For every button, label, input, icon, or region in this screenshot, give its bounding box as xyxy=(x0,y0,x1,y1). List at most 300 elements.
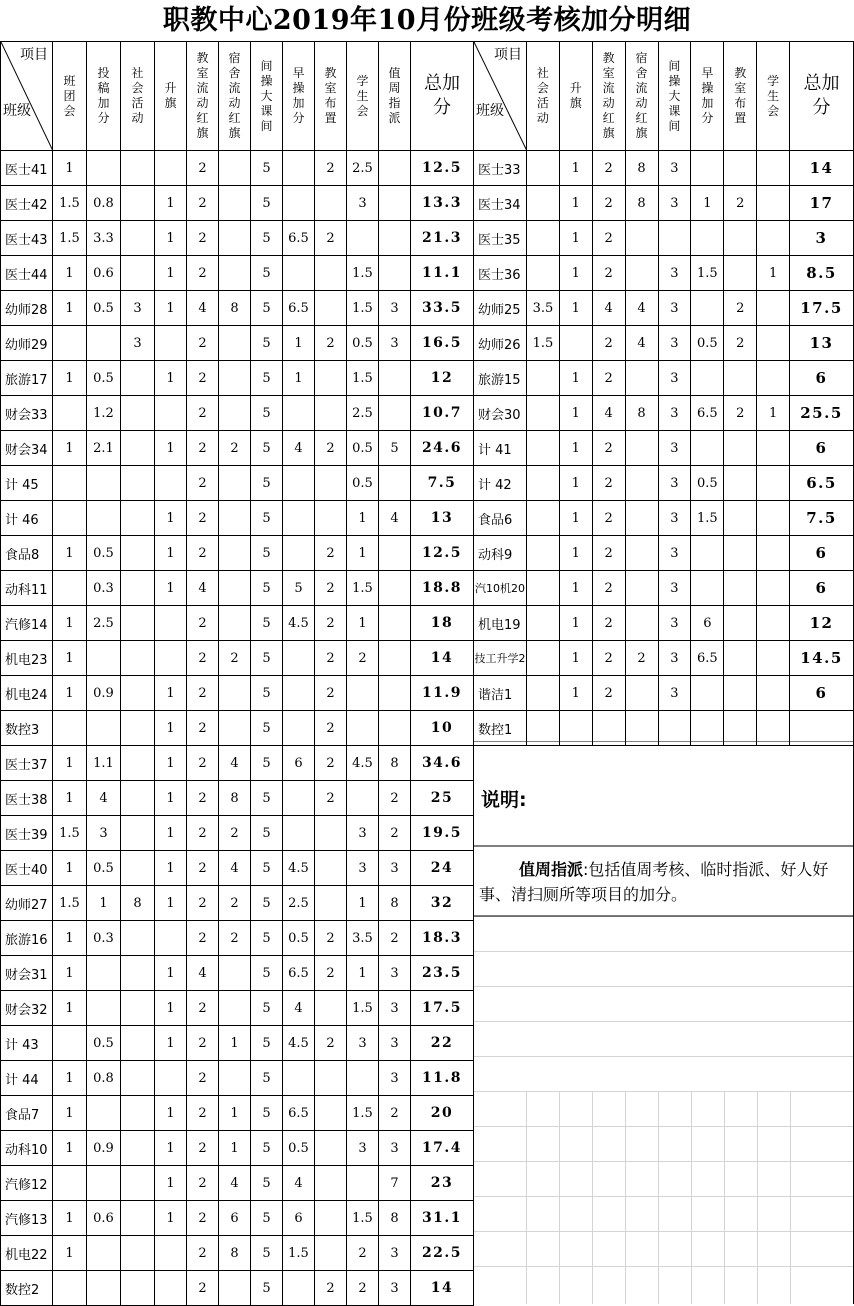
class-name-cell: 幼师29 xyxy=(1,326,53,361)
right-column-header xyxy=(526,42,559,151)
total-score-cell: 7.5 xyxy=(411,466,474,501)
table-row xyxy=(1,466,474,501)
score-cell: 2 xyxy=(187,1096,219,1131)
score-cell: 4 xyxy=(625,291,658,326)
total-score-cell: 13.3 xyxy=(411,186,474,221)
score-cell xyxy=(53,326,87,361)
total-score-cell: 25.5 xyxy=(790,396,854,431)
score-cell: 5 xyxy=(251,956,283,991)
score-cell: 4 xyxy=(625,326,658,361)
column-header-text: 间操大课间 xyxy=(260,58,273,133)
score-cell: 3.3 xyxy=(87,221,121,256)
score-cell: 1.5 xyxy=(347,256,379,291)
total-score-cell: 14 xyxy=(790,151,854,186)
total-score-cell: 6 xyxy=(790,431,854,466)
score-cell: 4.5 xyxy=(283,851,315,886)
table-row xyxy=(1,571,474,606)
score-cell: 2 xyxy=(315,921,347,956)
score-cell xyxy=(121,431,155,466)
score-cell xyxy=(526,676,559,711)
score-cell: 2 xyxy=(315,641,347,676)
score-cell: 2 xyxy=(187,606,219,641)
score-cell xyxy=(121,1201,155,1236)
class-name-cell: 医士35 xyxy=(474,221,527,256)
total-score-cell: 6 xyxy=(790,361,854,396)
score-cell: 2 xyxy=(315,221,347,256)
score-cell: 1 xyxy=(53,676,87,711)
score-cell: 2 xyxy=(315,1271,347,1306)
score-cell xyxy=(121,396,155,431)
total-score-cell: 6 xyxy=(790,571,854,606)
score-cell: 3.5 xyxy=(347,921,379,956)
table-row xyxy=(1,816,474,851)
score-cell: 1 xyxy=(155,1201,187,1236)
table-row xyxy=(1,396,474,431)
total-header-text: 总加分 xyxy=(803,73,840,118)
score-cell: 5 xyxy=(251,571,283,606)
score-cell: 0.6 xyxy=(87,1201,121,1236)
score-cell: 3 xyxy=(347,1026,379,1061)
left-corner-header xyxy=(1,42,53,151)
score-cell: 1.5 xyxy=(347,361,379,396)
score-cell xyxy=(757,571,790,606)
right-score-table xyxy=(473,41,854,746)
score-cell xyxy=(219,396,251,431)
score-cell: 2 xyxy=(592,256,625,291)
left-column-header xyxy=(121,42,155,151)
score-cell xyxy=(53,1026,87,1061)
score-cell: 2.5 xyxy=(347,396,379,431)
score-cell: 6.5 xyxy=(691,396,724,431)
score-cell: 5 xyxy=(251,326,283,361)
score-cell xyxy=(691,676,724,711)
table-row xyxy=(474,571,854,606)
score-cell: 5 xyxy=(251,886,283,921)
score-cell: 3 xyxy=(379,1131,411,1166)
total-header-text: 总加分 xyxy=(424,73,460,118)
score-cell: 4 xyxy=(283,991,315,1026)
score-cell: 2 xyxy=(187,1201,219,1236)
score-cell: 1 xyxy=(219,1131,251,1166)
score-cell xyxy=(658,221,691,256)
score-cell: 5 xyxy=(251,746,283,781)
score-cell: 1.5 xyxy=(53,221,87,256)
score-cell xyxy=(53,571,87,606)
total-score-cell: 19.5 xyxy=(411,816,474,851)
right-column-header xyxy=(757,42,790,151)
total-score-cell: 23.5 xyxy=(411,956,474,991)
left-column-header xyxy=(379,42,411,151)
score-cell: 2 xyxy=(187,641,219,676)
total-score-cell: 25 xyxy=(411,781,474,816)
score-cell: 2 xyxy=(592,151,625,186)
score-cell: 8 xyxy=(219,291,251,326)
score-cell xyxy=(757,676,790,711)
score-cell: 1 xyxy=(53,1061,87,1096)
score-cell: 2 xyxy=(592,361,625,396)
score-cell: 1 xyxy=(155,886,187,921)
table-row xyxy=(474,536,854,571)
table-row xyxy=(474,676,854,711)
score-cell: 1.5 xyxy=(691,256,724,291)
score-cell: 3 xyxy=(379,1236,411,1271)
score-cell: 8 xyxy=(121,886,155,921)
score-cell xyxy=(559,326,592,361)
score-cell xyxy=(691,536,724,571)
class-name-cell: 医士38 xyxy=(1,781,53,816)
score-cell: 2 xyxy=(187,536,219,571)
score-cell: 2 xyxy=(347,1236,379,1271)
score-cell xyxy=(121,641,155,676)
score-cell: 4 xyxy=(219,746,251,781)
score-cell: 1 xyxy=(155,816,187,851)
column-header-text: 学生会 xyxy=(767,73,780,118)
score-cell: 1 xyxy=(559,676,592,711)
score-cell: 1.2 xyxy=(87,396,121,431)
class-name-cell: 动科9 xyxy=(474,536,527,571)
score-cell: 2 xyxy=(187,501,219,536)
total-score-cell: 22.5 xyxy=(411,1236,474,1271)
score-cell xyxy=(526,466,559,501)
score-cell: 2 xyxy=(219,816,251,851)
right-column-header xyxy=(691,42,724,151)
table-row xyxy=(474,361,854,396)
table-row xyxy=(1,501,474,536)
score-cell: 1 xyxy=(559,536,592,571)
score-cell xyxy=(379,711,411,746)
score-cell: 6 xyxy=(691,606,724,641)
score-cell: 6.5 xyxy=(283,956,315,991)
class-name-cell: 幼师27 xyxy=(1,886,53,921)
score-cell: 2 xyxy=(187,1271,219,1306)
score-cell: 5 xyxy=(251,676,283,711)
score-cell: 2 xyxy=(315,606,347,641)
score-cell xyxy=(155,641,187,676)
score-cell xyxy=(283,396,315,431)
score-cell: 1.5 xyxy=(283,1236,315,1271)
score-cell xyxy=(155,1271,187,1306)
page-title: 职教中心2019年10月份班级考核加分明细 xyxy=(162,5,692,36)
total-score-cell: 20 xyxy=(411,1096,474,1131)
score-cell: 3 xyxy=(658,361,691,396)
score-cell: 1 xyxy=(347,886,379,921)
score-cell: 3 xyxy=(658,396,691,431)
score-cell: 1 xyxy=(53,291,87,326)
score-cell xyxy=(757,431,790,466)
score-cell xyxy=(87,1166,121,1201)
score-cell: 1 xyxy=(53,431,87,466)
score-cell xyxy=(219,1271,251,1306)
table-row xyxy=(1,781,474,816)
table-row xyxy=(1,676,474,711)
score-cell: 1 xyxy=(155,991,187,1026)
score-cell: 1 xyxy=(219,1026,251,1061)
class-name-cell: 数控1 xyxy=(474,711,527,746)
score-cell xyxy=(724,676,757,711)
score-cell: 1 xyxy=(155,1166,187,1201)
score-cell: 1 xyxy=(53,781,87,816)
score-cell xyxy=(526,256,559,291)
score-cell xyxy=(121,1096,155,1131)
score-cell xyxy=(121,466,155,501)
score-cell: 1 xyxy=(559,291,592,326)
left-total-header xyxy=(411,42,474,151)
class-name-cell: 财会31 xyxy=(1,956,53,991)
score-cell: 2 xyxy=(724,186,757,221)
class-name-cell: 计 43 xyxy=(1,1026,53,1061)
score-cell: 1 xyxy=(53,1096,87,1131)
score-cell xyxy=(315,1096,347,1131)
score-cell xyxy=(757,641,790,676)
score-cell: 3 xyxy=(658,466,691,501)
score-cell xyxy=(526,151,559,186)
score-cell xyxy=(87,1271,121,1306)
score-cell xyxy=(121,361,155,396)
class-name-cell: 动科10 xyxy=(1,1131,53,1166)
score-cell: 2 xyxy=(187,886,219,921)
table-row xyxy=(1,1166,474,1201)
score-cell: 5 xyxy=(251,816,283,851)
score-cell: 2.1 xyxy=(87,431,121,466)
score-cell xyxy=(53,396,87,431)
score-cell: 1.5 xyxy=(347,1201,379,1236)
class-name-cell: 幼师28 xyxy=(1,291,53,326)
total-score-cell: 18.3 xyxy=(411,921,474,956)
score-cell: 1 xyxy=(53,991,87,1026)
table-row xyxy=(1,991,474,1026)
score-cell: 1.5 xyxy=(53,886,87,921)
score-cell xyxy=(347,711,379,746)
score-cell: 3 xyxy=(658,291,691,326)
score-cell xyxy=(526,501,559,536)
score-cell xyxy=(526,431,559,466)
score-cell xyxy=(121,816,155,851)
score-cell xyxy=(347,1166,379,1201)
score-cell: 1 xyxy=(691,186,724,221)
score-cell xyxy=(315,501,347,536)
score-cell: 2 xyxy=(219,886,251,921)
score-cell: 2 xyxy=(187,151,219,186)
table-row xyxy=(1,1131,474,1166)
score-cell: 1 xyxy=(155,256,187,291)
score-cell: 1 xyxy=(53,256,87,291)
score-cell xyxy=(283,676,315,711)
score-cell: 1 xyxy=(87,886,121,921)
table-row xyxy=(474,606,854,641)
total-score-cell: 14.5 xyxy=(790,641,854,676)
score-cell xyxy=(724,641,757,676)
right-column-header xyxy=(559,42,592,151)
class-name-cell: 机电24 xyxy=(1,676,53,711)
score-cell: 8 xyxy=(625,151,658,186)
column-header-text: 升旗 xyxy=(569,81,582,110)
score-cell: 1 xyxy=(559,466,592,501)
score-cell: 4 xyxy=(283,431,315,466)
score-cell: 7 xyxy=(379,1166,411,1201)
score-cell: 6.5 xyxy=(691,641,724,676)
total-score-cell: 6 xyxy=(790,676,854,711)
score-cell xyxy=(691,571,724,606)
score-cell: 5 xyxy=(251,1236,283,1271)
score-cell: 0.9 xyxy=(87,676,121,711)
score-cell: 3 xyxy=(87,816,121,851)
score-cell: 1 xyxy=(155,746,187,781)
score-cell xyxy=(724,501,757,536)
score-cell: 6.5 xyxy=(283,221,315,256)
total-score-cell: 10.7 xyxy=(411,396,474,431)
total-score-cell: 24.6 xyxy=(411,431,474,466)
total-score-cell: 33.5 xyxy=(411,291,474,326)
score-cell xyxy=(87,991,121,1026)
score-cell: 2 xyxy=(187,256,219,291)
score-cell: 2 xyxy=(347,1271,379,1306)
score-cell: 1 xyxy=(283,361,315,396)
score-cell: 3 xyxy=(379,326,411,361)
score-cell: 2 xyxy=(592,466,625,501)
class-name-cell: 幼师26 xyxy=(474,326,527,361)
class-name-cell: 机电22 xyxy=(1,1236,53,1271)
score-cell: 1 xyxy=(559,151,592,186)
total-score-cell: 12.5 xyxy=(411,536,474,571)
score-cell: 2 xyxy=(315,956,347,991)
class-name-cell: 计 44 xyxy=(1,1061,53,1096)
total-score-cell: 11.8 xyxy=(411,1061,474,1096)
left-column-header xyxy=(315,42,347,151)
class-name-cell: 医士34 xyxy=(474,186,527,221)
column-header-text: 教室流动红旗 xyxy=(602,51,615,140)
score-cell xyxy=(121,676,155,711)
score-cell xyxy=(87,711,121,746)
score-cell: 2 xyxy=(187,431,219,466)
score-cell: 2 xyxy=(187,1236,219,1271)
score-cell xyxy=(724,466,757,501)
left-header-row xyxy=(1,42,474,151)
score-cell xyxy=(379,571,411,606)
score-cell xyxy=(121,711,155,746)
left-column-header xyxy=(53,42,87,151)
class-name-cell: 财会33 xyxy=(1,396,53,431)
left-column-header xyxy=(347,42,379,151)
score-cell xyxy=(121,921,155,956)
score-cell xyxy=(155,1061,187,1096)
score-cell: 2 xyxy=(187,676,219,711)
score-cell xyxy=(283,536,315,571)
score-cell: 0.3 xyxy=(87,571,121,606)
table-row xyxy=(1,746,474,781)
notes-description: :包括值周考核、临时指派、好人好事、清扫厕所等项目的加分。 xyxy=(479,860,829,904)
class-name-cell: 数控2 xyxy=(1,1271,53,1306)
score-cell: 4 xyxy=(87,781,121,816)
score-cell xyxy=(757,501,790,536)
score-cell xyxy=(155,326,187,361)
score-cell xyxy=(219,956,251,991)
score-cell xyxy=(219,711,251,746)
score-cell: 2 xyxy=(592,431,625,466)
column-header-text: 教室布置 xyxy=(324,66,337,125)
left-score-table xyxy=(0,41,474,1306)
score-cell: 8 xyxy=(219,781,251,816)
left-column-header xyxy=(283,42,315,151)
score-cell xyxy=(757,186,790,221)
score-cell: 8 xyxy=(379,746,411,781)
score-cell: 1.1 xyxy=(87,746,121,781)
score-cell xyxy=(121,256,155,291)
score-cell: 2 xyxy=(219,431,251,466)
right-column-header xyxy=(625,42,658,151)
score-cell xyxy=(121,501,155,536)
score-cell: 0.5 xyxy=(283,921,315,956)
score-cell: 1 xyxy=(155,1096,187,1131)
score-cell: 5 xyxy=(251,711,283,746)
class-name-cell: 食品6 xyxy=(474,501,527,536)
score-cell: 2 xyxy=(315,151,347,186)
class-name-cell: 谐洁1 xyxy=(474,676,527,711)
left-column-header xyxy=(219,42,251,151)
column-header-text: 升旗 xyxy=(164,81,177,110)
score-cell xyxy=(283,501,315,536)
score-cell: 3 xyxy=(379,851,411,886)
class-name-cell: 医士33 xyxy=(474,151,527,186)
score-cell: 1 xyxy=(347,501,379,536)
score-cell xyxy=(219,501,251,536)
score-cell: 1 xyxy=(559,256,592,291)
table-row xyxy=(1,256,474,291)
score-cell: 0.3 xyxy=(87,921,121,956)
table-row xyxy=(474,466,854,501)
score-cell: 4 xyxy=(379,501,411,536)
score-cell: 2 xyxy=(379,816,411,851)
class-name-cell: 计 45 xyxy=(1,466,53,501)
score-cell: 3 xyxy=(347,186,379,221)
score-cell: 2 xyxy=(315,781,347,816)
table-row xyxy=(1,1271,474,1306)
score-cell xyxy=(155,1236,187,1271)
score-cell xyxy=(347,1061,379,1096)
score-cell: 2 xyxy=(187,396,219,431)
score-cell: 0.5 xyxy=(347,466,379,501)
class-name-cell: 医士43 xyxy=(1,221,53,256)
score-cell xyxy=(53,1166,87,1201)
score-cell: 1 xyxy=(559,186,592,221)
score-cell xyxy=(379,186,411,221)
score-cell xyxy=(315,991,347,1026)
score-cell: 6 xyxy=(219,1201,251,1236)
score-cell xyxy=(87,466,121,501)
score-cell: 2 xyxy=(315,326,347,361)
score-cell: 5 xyxy=(251,466,283,501)
score-cell: 1.5 xyxy=(53,186,87,221)
score-cell: 1 xyxy=(53,1201,87,1236)
total-score-cell: 8.5 xyxy=(790,256,854,291)
score-cell: 1 xyxy=(155,571,187,606)
score-cell xyxy=(315,851,347,886)
table-row xyxy=(474,221,854,256)
score-cell: 0.5 xyxy=(87,361,121,396)
score-cell: 5 xyxy=(251,186,283,221)
score-cell: 1.5 xyxy=(347,991,379,1026)
score-cell xyxy=(625,606,658,641)
score-cell xyxy=(121,1061,155,1096)
score-cell: 1.5 xyxy=(691,501,724,536)
score-cell xyxy=(283,151,315,186)
class-name-cell: 医士40 xyxy=(1,851,53,886)
score-cell: 1 xyxy=(757,256,790,291)
score-cell xyxy=(219,151,251,186)
score-cell: 1 xyxy=(53,746,87,781)
score-cell: 3 xyxy=(379,1061,411,1096)
score-cell xyxy=(691,221,724,256)
score-cell: 3 xyxy=(658,186,691,221)
